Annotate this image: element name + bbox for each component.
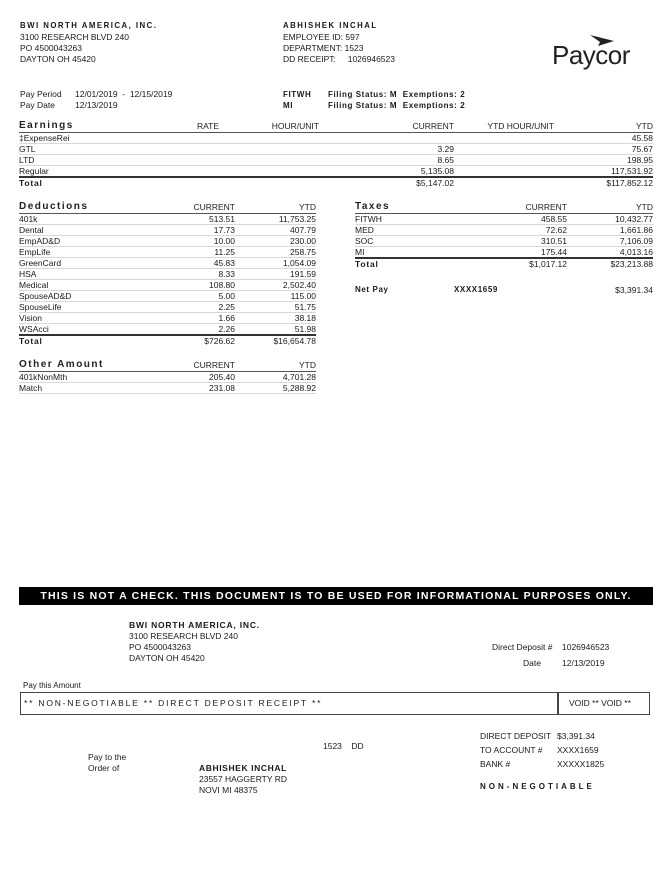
table-row (19, 302, 316, 313)
earning-current: 3.29 (319, 144, 454, 155)
earning-current: 8.65 (319, 155, 454, 166)
stub-date-label: Date (523, 658, 541, 668)
employer-address-1: 3100 RESEARCH BLVD 240 (20, 32, 129, 42)
pay-to-label-line-1: Pay to the (88, 752, 127, 762)
deductions-title: Deductions (19, 202, 129, 214)
bank-label: BANK # (480, 759, 511, 769)
earning-name: GTL (19, 144, 159, 155)
earnings-header-ytd-hours: YTD HOUR/UNIT (454, 121, 554, 133)
table-row (19, 133, 653, 144)
other-amount-title: Other Amount (19, 360, 129, 372)
pay-period-label: Pay Period (20, 89, 62, 99)
table-row (355, 225, 653, 236)
deduction-name: WSAcci (19, 324, 129, 336)
table-row (19, 258, 316, 269)
other-amount-name: Match (19, 383, 129, 394)
deductions-total-row (19, 335, 316, 346)
dept-code: 1523 DD (323, 741, 364, 751)
non-negotiable-label: NON-NEGOTIABLE (480, 782, 595, 791)
dd-receipt-label: DD RECEIPT: (283, 54, 336, 64)
stub-employer-address-1: 3100 RESEARCH BLVD 240 (129, 631, 238, 641)
earnings-header-rate: RATE (159, 121, 219, 133)
deduction-ytd: 11,753.25 (235, 214, 316, 225)
deduction-name: EmpLife (19, 247, 129, 258)
deduction-current: 5.00 (129, 291, 235, 302)
stub-employer-address-2: PO 4500043263 (129, 642, 191, 652)
table-row (355, 236, 653, 247)
deduction-name: EmpAD&D (19, 236, 129, 247)
deduction-current: 17.73 (129, 225, 235, 236)
deductions-table (19, 202, 316, 346)
deductions-total-ytd: $16,654.78 (273, 336, 316, 346)
earnings-total-current: $5,147.02 (416, 178, 454, 188)
deduction-current: 108.80 (129, 280, 235, 291)
earning-ytd: 75.67 (554, 144, 653, 155)
earning-name: Regular (19, 166, 159, 178)
taxes-total-current: $1,017.12 (529, 259, 567, 269)
deduction-name: SpouseLife (19, 302, 129, 313)
filing-status-2: Filing Status: M Exemptions: 2 (328, 101, 466, 110)
earning-hours (219, 144, 319, 155)
taxes-header-current: CURRENT (455, 202, 567, 214)
taxes-title: Taxes (355, 202, 455, 214)
pay-to-label (88, 752, 126, 774)
earning-rate (159, 133, 219, 144)
stub-employer-address-3: DAYTON OH 45420 (129, 653, 205, 663)
paycor-logo (552, 34, 652, 68)
employee-name: ABHISHEK INCHAL (283, 20, 378, 30)
tax-name: SOC (355, 236, 455, 247)
dd-line-amount: $3,391.34 (557, 731, 595, 741)
deduction-name: GreenCard (19, 258, 129, 269)
payee-name: ABHISHEK INCHAL (199, 763, 287, 773)
other-amount-table (19, 360, 316, 394)
tax-ytd: 7,106.09 (567, 236, 653, 247)
net-pay-amount: $3,391.34 (615, 285, 653, 295)
table-row (19, 280, 316, 291)
department: 1523 (344, 43, 364, 53)
deductions-header-current: CURRENT (129, 202, 235, 214)
deduction-current: 2.26 (129, 324, 235, 336)
pay-amount-box (20, 692, 650, 715)
tax-ytd: 1,661.86 (567, 225, 653, 236)
tax-current: 175.44 (455, 247, 567, 259)
filing-tax-1: FITWH (283, 90, 312, 99)
dd-receipt: 1026946523 (347, 54, 395, 64)
pay-amount-label: Pay this Amount (23, 681, 81, 690)
deduction-ytd: 1,054.09 (235, 258, 316, 269)
table-row (19, 313, 316, 324)
pay-amount-divider (557, 693, 559, 714)
earning-ytd: 117,531.92 (554, 166, 653, 178)
deduction-current: 2.25 (129, 302, 235, 313)
deduction-name: SpouseAD&D (19, 291, 129, 302)
other-amount-ytd: 4,701.28 (235, 372, 316, 383)
dd-line-label: DIRECT DEPOSIT (480, 731, 552, 741)
employee-id-label: EMPLOYEE ID: (283, 32, 343, 42)
other-amount-ytd: 5,288.92 (235, 383, 316, 394)
taxes-header-ytd: YTD (567, 202, 653, 214)
deduction-ytd: 51.75 (235, 302, 316, 313)
earnings-header-ytd: YTD (554, 121, 653, 133)
earning-ytd-hours (454, 144, 554, 155)
earning-ytd-hours (454, 166, 554, 178)
table-row (19, 166, 653, 178)
deduction-ytd: 2,502.40 (235, 280, 316, 291)
table-row (19, 225, 316, 236)
employee-id: 597 (345, 32, 360, 42)
tax-name: MED (355, 225, 455, 236)
not-a-check-banner: THIS IS NOT A CHECK. THIS DOCUMENT IS TO BE USED FOR INFORMATIONAL PURPOSES ONLY. (19, 587, 653, 605)
deposit-details (480, 729, 604, 794)
employer-block (20, 20, 169, 65)
earnings-title: Earnings (19, 121, 159, 133)
earning-name: ‡ExpenseRei (19, 133, 159, 144)
tax-current: 458.55 (455, 214, 567, 225)
direct-deposit-number: 1026946523 (562, 642, 610, 652)
deduction-ytd: 51.98 (235, 324, 316, 336)
earnings-total-ytd: $117,852.12 (606, 178, 653, 188)
pay-amount-text: ** NON-NEGOTIABLE ** DIRECT DEPOSIT RECEIPT ** (24, 698, 323, 708)
deduction-name: HSA (19, 269, 129, 280)
payee-block (199, 763, 287, 796)
earnings-total-row (19, 177, 653, 188)
other-amount-header-ytd: YTD (235, 360, 316, 372)
table-row (19, 269, 316, 280)
deduction-ytd: 407.79 (235, 225, 316, 236)
void-text: VOID ** VOID ** (569, 698, 631, 708)
deduction-ytd: 38.18 (235, 313, 316, 324)
deduction-current: 11.25 (129, 247, 235, 258)
pay-to-label-line-2: Order of (88, 763, 120, 773)
employer-address-3: DAYTON OH 45420 (20, 54, 96, 64)
other-amount-current: 231.08 (129, 383, 235, 394)
pay-period: 12/01/2019 - 12/15/2019 (75, 89, 173, 99)
direct-deposit-label: Direct Deposit # (492, 642, 553, 652)
deduction-name: Vision (19, 313, 129, 324)
deduction-name: Dental (19, 225, 129, 236)
earnings-header-hours: HOUR/UNIT (219, 121, 319, 133)
taxes-total-ytd: $23,213.88 (610, 259, 653, 269)
earning-ytd-hours (454, 155, 554, 166)
table-row (355, 214, 653, 225)
payee-address-2: NOVI MI 48375 (199, 785, 258, 795)
stub-date: 12/13/2019 (562, 658, 605, 668)
table-row (19, 155, 653, 166)
table-row (19, 324, 316, 336)
deduction-current: 513.51 (129, 214, 235, 225)
filing-tax-2: MI (283, 101, 294, 110)
net-pay-account: XXXX1659 (454, 285, 498, 294)
deduction-ytd: 258.75 (235, 247, 316, 258)
net-pay-row (355, 285, 653, 296)
deduction-current: 1.66 (129, 313, 235, 324)
other-amount-name: 401kNonMth (19, 372, 129, 383)
earning-ytd: 198.95 (554, 155, 653, 166)
total-label: Total (355, 259, 379, 269)
earning-current (319, 133, 454, 144)
bank: XXXXX1825 (557, 759, 605, 769)
employer-address-2: PO 4500043263 (20, 43, 82, 53)
earning-hours (219, 155, 319, 166)
tax-current: 310.51 (455, 236, 567, 247)
employee-block (283, 20, 395, 65)
stub-employer-block (129, 620, 260, 664)
earning-hours (219, 166, 319, 178)
employer-name: BWI NORTH AMERICA, INC. (20, 20, 158, 30)
table-row (19, 214, 316, 225)
tax-ytd: 4,013.16 (567, 247, 653, 259)
deduction-current: 8.33 (129, 269, 235, 280)
deduction-ytd: 115.00 (235, 291, 316, 302)
to-account: XXXX1659 (557, 745, 599, 755)
total-label: Total (19, 178, 43, 188)
tax-current: 72.62 (455, 225, 567, 236)
deduction-current: 45.83 (129, 258, 235, 269)
logo-text: Paycor (552, 40, 630, 70)
table-row (19, 144, 653, 155)
pay-info (20, 89, 172, 111)
table-row (19, 383, 316, 394)
stub-employer-name: BWI NORTH AMERICA, INC. (129, 620, 260, 630)
total-label: Total (19, 336, 43, 346)
department-label: DEPARTMENT: (283, 43, 343, 53)
filing-status (283, 89, 465, 111)
deductions-header-ytd: YTD (235, 202, 316, 214)
taxes-table (355, 202, 653, 269)
earning-current: 5,135.08 (319, 166, 454, 178)
table-row (19, 291, 316, 302)
deduction-current: 10.00 (129, 236, 235, 247)
tax-ytd: 10,432.77 (567, 214, 653, 225)
deduction-ytd: 230.00 (235, 236, 316, 247)
tax-name: FITWH (355, 214, 455, 225)
deductions-total-current: $726.62 (204, 336, 235, 346)
earning-name: LTD (19, 155, 159, 166)
filing-status-1: Filing Status: M Exemptions: 2 (328, 90, 466, 99)
earning-rate (159, 155, 219, 166)
table-row (19, 236, 316, 247)
table-row (19, 372, 316, 383)
net-pay-label: Net Pay (355, 285, 389, 294)
deduction-name: 401k (19, 214, 129, 225)
deduction-ytd: 191.59 (235, 269, 316, 280)
table-row (355, 247, 653, 259)
earning-ytd: 45.58 (554, 133, 653, 144)
earning-hours (219, 133, 319, 144)
pay-date: 12/13/2019 (75, 100, 118, 110)
earning-rate (159, 166, 219, 178)
payee-address-1: 23557 HAGGERTY RD (199, 774, 288, 784)
tax-name: MI (355, 247, 455, 259)
taxes-total-row (355, 258, 653, 269)
earning-rate (159, 144, 219, 155)
other-amount-current: 205.40 (129, 372, 235, 383)
to-account-label: TO ACCOUNT # (480, 745, 543, 755)
earning-ytd-hours (454, 133, 554, 144)
other-amount-header-current: CURRENT (129, 360, 235, 372)
stub-direct-deposit (492, 639, 609, 671)
pay-date-label: Pay Date (20, 100, 55, 110)
earnings-table (19, 121, 653, 188)
earnings-header-current: CURRENT (319, 121, 454, 133)
deduction-name: Medical (19, 280, 129, 291)
table-row (19, 247, 316, 258)
